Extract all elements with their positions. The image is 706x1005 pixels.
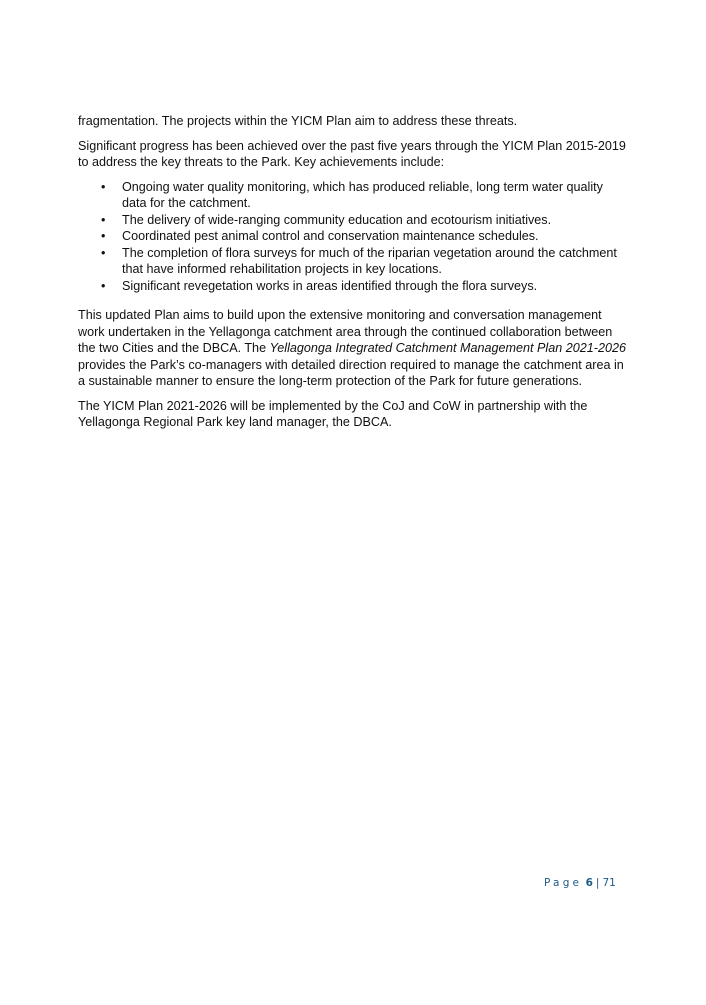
list-item-text: Coordinated pest animal control and conservation maintenance schedules. bbox=[122, 229, 539, 243]
list-item bbox=[78, 228, 630, 245]
bullet-icon: • bbox=[101, 229, 106, 243]
list-item bbox=[78, 179, 630, 212]
list-item bbox=[78, 245, 630, 278]
list-item-text: The completion of flora surveys for much of the riparian vegetation around the catchment that have informed rehabilitation projects in key locations. bbox=[122, 245, 617, 276]
document-body bbox=[78, 113, 630, 439]
list-item bbox=[78, 278, 630, 295]
paragraph-threats: fragmentation. The projects within the YICM Plan aim to address these threats. bbox=[78, 114, 518, 128]
list-item-text: Ongoing water quality monitoring, which has produced reliable, long term water quality data for the catchment. bbox=[122, 179, 603, 210]
plan-title: Yellagonga Integrated Catchment Management Plan 2021-2026 bbox=[269, 341, 626, 355]
list-item-text: Significant revegetation works in areas identified through the flora surveys. bbox=[122, 278, 538, 293]
page-number: 6 bbox=[585, 877, 593, 889]
paragraph-progress: Significant progress has been achieved over the past five years through the YICM Plan 2015-2019 to address the key threats to the Park. Key achievements include: bbox=[78, 138, 626, 169]
page-separator: | bbox=[595, 877, 600, 889]
list-item-text: The delivery of wide-ranging community education and ecotourism initiatives. bbox=[122, 212, 552, 227]
bullet-icon: • bbox=[101, 179, 106, 194]
bullet-icon: • bbox=[101, 278, 106, 293]
paragraph-text: provides the Park’s co-managers with detailed direction required to manage the catchment area in a sustainable manner to ensure the long-term protection of the Park for future generations. bbox=[78, 357, 624, 388]
total-pages: 71 bbox=[602, 877, 616, 889]
paragraph-implementation: The YICM Plan 2021-2026 will be implemented by the CoJ and CoW in partnership with the Yellagonga Regional Park key land manager, the DBCA. bbox=[78, 398, 588, 429]
achievements-list bbox=[78, 179, 630, 295]
paragraph-updated-plan bbox=[78, 307, 630, 390]
page-label: Page bbox=[544, 877, 583, 889]
list-item bbox=[78, 212, 630, 229]
bullet-icon: • bbox=[101, 245, 106, 260]
bullet-icon: • bbox=[101, 212, 106, 227]
paragraph-text: This updated Plan aims to build upon the extensive monitoring and conversation management work undertaken in the Yellagonga catchment area through the continued collaboration between the two Cities and the DBCA. The bbox=[78, 308, 613, 355]
page-footer bbox=[544, 877, 616, 889]
